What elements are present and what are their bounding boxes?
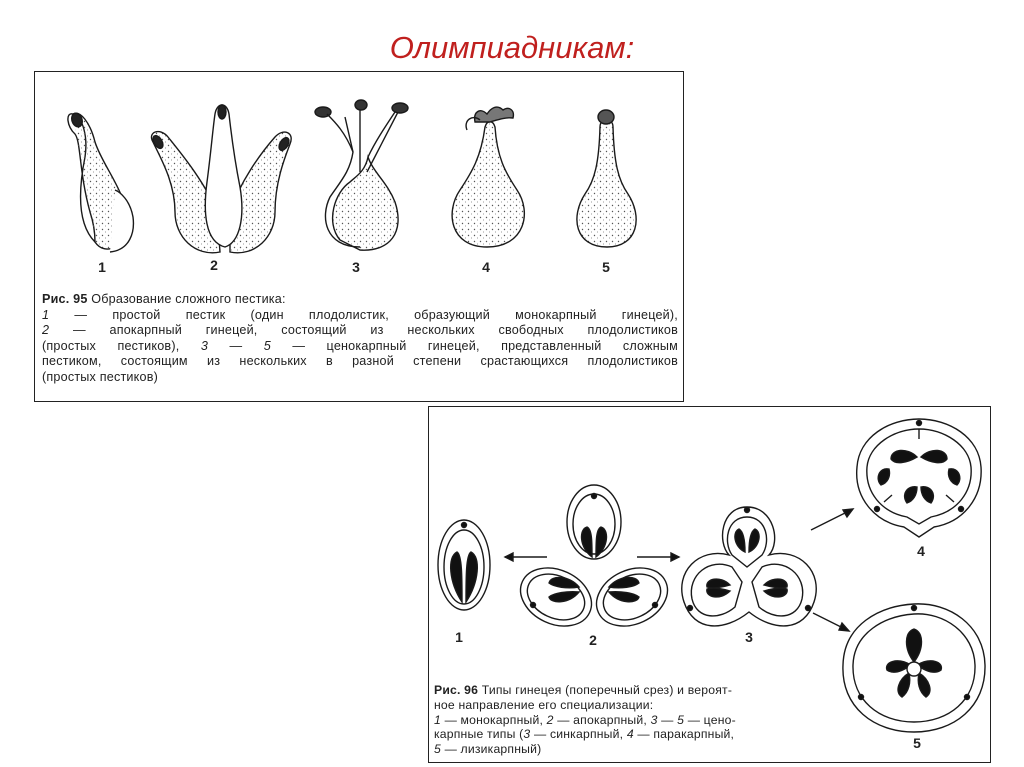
caption-96-ref: Рис. 96 xyxy=(434,683,479,697)
caption-95-num-3: 3 xyxy=(200,338,209,353)
caption-96-num-3: 3 xyxy=(650,712,658,727)
caption-96-text-4: — цено- xyxy=(684,712,736,727)
figure-95-label-5: 5 xyxy=(602,259,610,275)
caption-95-num-5: 5 xyxy=(263,338,271,353)
syncarpous-pistil-3 xyxy=(315,100,408,250)
caption-96-num-4: 4 xyxy=(626,727,634,742)
figure-96-label-2: 2 xyxy=(589,632,597,648)
caption-96-text-2: — апокарпный, xyxy=(553,712,651,727)
caption-95-line-3b: — ценокарпный гинецей, представленный сложным xyxy=(270,338,678,353)
slide-title: Олимпиадникам: xyxy=(389,30,635,65)
syncarpous-section-3 xyxy=(682,507,816,626)
lysicarpous-section-5 xyxy=(843,604,985,732)
simple-pistil-1 xyxy=(68,112,134,252)
caption-95-line-2: — апокарпный гинецей, состоящий из нескольких свободных плодолистиков xyxy=(49,323,678,337)
caption-96-num-1: 1 xyxy=(434,712,441,727)
figure-96-label-4: 4 xyxy=(917,543,925,559)
figure-95-label-4: 4 xyxy=(482,259,490,275)
paracarpous-section-4 xyxy=(857,419,981,537)
caption-95-ref: Рис. 95 xyxy=(42,292,88,306)
caption-95-num-1: 1 xyxy=(42,307,50,322)
apocarpous-pistil-2 xyxy=(151,105,291,253)
figure-96-caption xyxy=(434,683,826,757)
figure-95-label-1: 1 xyxy=(98,259,106,275)
figure-95-panel xyxy=(34,71,684,402)
caption-95-line-1: — простой пестик (один плодолистик, образующий монокарпный гинецей), xyxy=(49,307,678,322)
caption-96-heading: Типы гинецея (поперечный срез) и вероят- xyxy=(478,683,733,697)
caption-96-num-5: 5 xyxy=(677,712,685,727)
figure-95-caption xyxy=(42,292,678,385)
monocarpous-section-1 xyxy=(438,520,490,610)
caption-95-line-4: пестиком, состоящим из нескольких в разной степени срастающихся плодолистиков xyxy=(42,354,678,368)
figure-95-label-3: 3 xyxy=(352,259,360,275)
caption-95-line-3a: (простых пестиков), xyxy=(42,338,201,353)
arrow-to-4 xyxy=(811,511,849,530)
apocarpous-section-2 xyxy=(511,485,677,637)
figure-96-label-3: 3 xyxy=(745,629,753,645)
caption-96-line-2: ное направление его специализации: xyxy=(434,697,654,712)
caption-95-heading: Образование сложного пестика: xyxy=(91,292,286,306)
lysicarpous-pistil-5 xyxy=(577,110,636,247)
caption-95-dash: — xyxy=(208,338,264,353)
caption-96-text-8: — лизикарпный) xyxy=(440,742,542,757)
caption-96-text-6: — синкарпный, xyxy=(530,727,627,742)
caption-96-num-5b: 5 xyxy=(434,742,441,757)
caption-95-line-5: (простых пестиков) xyxy=(42,369,158,384)
paracarpous-pistil-4 xyxy=(452,107,524,247)
caption-96-num-3b: 3 xyxy=(523,727,531,742)
caption-96-text-1: — монокарпный, xyxy=(440,712,547,727)
caption-95-num-2: 2 xyxy=(42,323,50,337)
caption-96-text-3: — xyxy=(657,712,678,727)
caption-96-text-5: карпные типы ( xyxy=(434,727,524,742)
caption-96-num-2: 2 xyxy=(546,712,554,727)
figure-96-panel xyxy=(428,406,991,763)
figure-95-label-2: 2 xyxy=(210,257,218,273)
caption-96-text-7: — паракарпный, xyxy=(633,727,735,742)
figure-96-label-1: 1 xyxy=(455,629,463,645)
figure-96-label-5: 5 xyxy=(913,735,921,751)
